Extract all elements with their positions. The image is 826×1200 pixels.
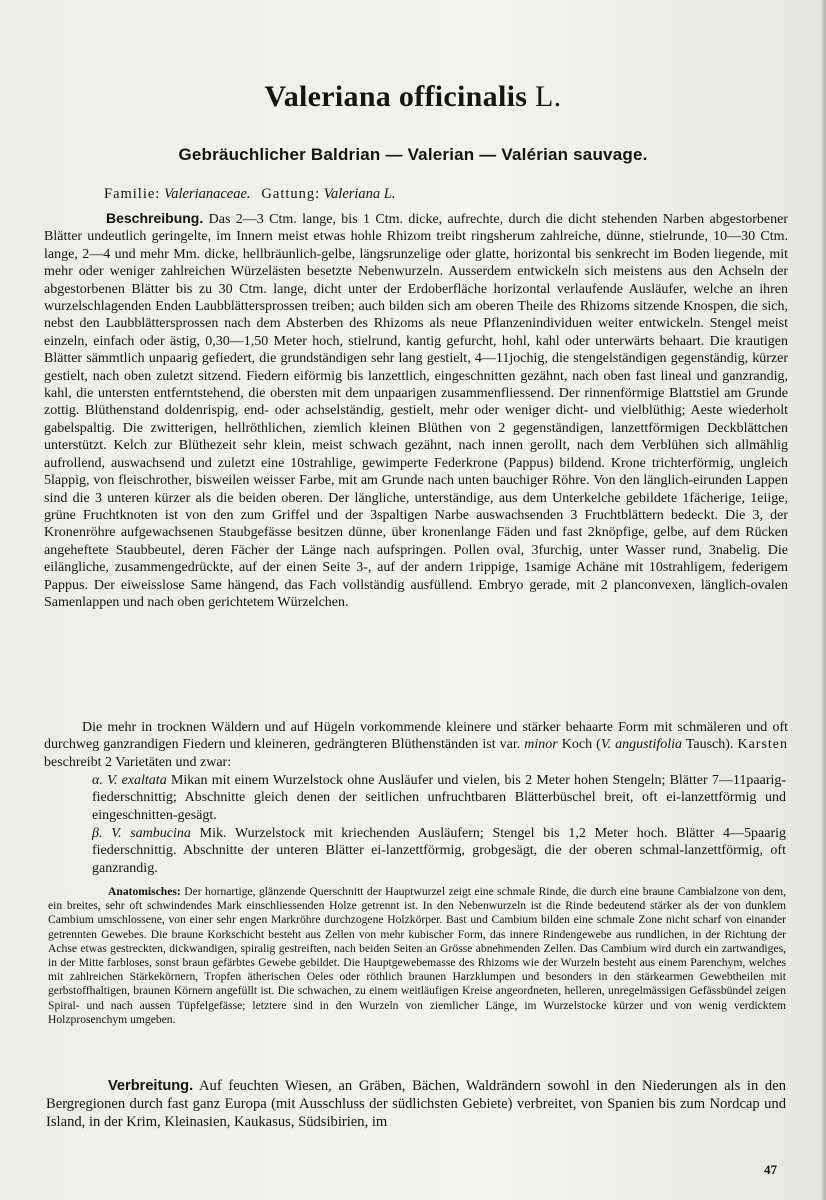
karsten-name: Karsten [737,737,789,753]
title-species: Valeriana officinalis [264,80,528,113]
page-edge-shadow [820,0,826,1200]
description-paragraph [44,210,788,611]
varieties-intro-b: Koch ( [561,737,601,753]
anatomy-paragraph [48,885,786,1027]
gattung-value: Valeriana L. [323,186,396,202]
familie-label: Familie: [104,186,161,202]
variety-alpha-text: Mikan mit einem Wurzelstock ohne Ausläufer und vielen, bis 2 Meter hohen Stengeln; Blätter 7—11paarig-fiederschnittig; Abschnitte gleich denen der seitlichen unfruchtbaren Blätterbüschel breit, oft ei-lanzettförmig und eingeschnitten-gesägt. [92,773,787,823]
variety-alpha-name: V. exaltata [107,773,167,788]
description-text: Das 2—3 Ctm. lange, bis 1 Ctm. dicke, aufrechte, durch die dicht stehenden Narben abgestorbener Blätter undeutlich geringelte, im Innern meist etwas hohle Rhizom treibt ringsherum zahlreiche, dünne, stielrunde, 10—30 Ctm. lange, 2—4 und mehr Mm. dicke, hellbräunlich-gelbe, längsrunzelige oder glatte, horizontal bis senkrecht im Boden liegende, mit mehr oder weniger zahlreichen Würzelästen besetzte Nebenwurzeln. Ausserdem entwickeln sich meistens aus den Achseln der abgestorbenen Blätter bis zu 30 Ctm. lange, dicht unter der Erdoberfläche horizontal verlaufende Ausläufer, welche an ihren wurzelschlagenden Enden Laubblättersprossen treiben; auch bilden sich am oberen Theile des Rhizoms sitzende Knospen, die sich, nebst den Laubblättersprossen nach dem Absterben des Rhizoms als neue Pflanzenindividuen weiter entwickeln. Stengel meist einzeln, einfach oder ästig, 0,30—1,50 Meter hoch, stielrund, kantig gefurcht, hohl, kahl oder unterwärts behaart. Die krautigen Blätter sämmtlich unpaarig gefiedert, die grundständigen sehr lang gestielt, 4—11jochig, die stengelständigen gegenständig, kürzer gestielt, nach oben zuletzt sitzend. Fiedern eiförmig bis lanzettlich, eingeschnitten gezähnt, nach oben fast lineal und ganzrandig, kahl, die untersten entferntstehend, die obersten mit dem unpaarigen zusammenfliessend. Der rinnenförmige Blattstiel am Grunde zottig. Blüthenstand doldenrispig, end- oder achselständig, gestielt, mehr oder weniger dicht- und vielblüthig; Aeste wiederholt gabelspaltig. Die zwitterigen, hellröthlichen, ziemlich kleinen Blüthen von 2 gegenständigen, lanzettförmigen Deckblättchen unterstützt. Kelch zur Blüthezeit sehr klein, meist schwach gezähnt, nach innen gerollt, nach dem Verblühen sich allmählig aufrollend, auswachsend und zuletzt eine 10strahlige, gewimperte Federkrone (Pappus) bildend. Krone trichterförmig, ungleich 5lappig, von fleischrother, bisweilen weisser Farbe, mit am Grunde nach unten bauchiger Röhre. Von den länglich-eirunden Lappen sind die 3 unteren kürzer als die beiden oberen. Der längliche, unterständige, aus dem Unterkelche gebildete 1fächerige, 1eiige, grüne Fruchtknoten ist von den zum Griffel und der 3spaltigen Narbe auswachsenden 3 Fruchtblättern bedeckt. Die 3, der Kronenröhre aufgewachsenen Staubgefässe besitzen dünne, über kronenlange Fäden und fast 2knöpfige, gelbe, auf dem Rücken angeheftete Staubbeutel, deren Fächer der Länge nach aufspringen. Pollen oval, 3furchig, unter Wasser rund, 3nabelig. Die eilängliche, zusammengedrückte, auf der einen Seite 3-, auf der andern 1rippige, 1samige Achäne mit 10strahligem, federigem Pappus. Der eiweisslose Same hängend, das Fach vollständig ausfüllend. Embryo gerade, mit 2 planconvexen, länglich-ovalen Samenlappen und nach oben gerichtetem Würzelchen. [44,212,789,610]
anatomy-label: Anatomisches: [108,885,181,898]
variety-beta-marker: β. [92,826,103,841]
gattung-label: Gattung: [261,186,321,202]
variety-minor: minor [524,737,558,753]
common-names: Gebräuchlicher Baldrian — Valerian — Valérian sauvage. [178,145,648,164]
varieties-intro-d: beschreibt 2 Varietäten und zwar: [44,754,232,770]
description-label: Beschreibung. [106,210,204,226]
familie-value: Valerianaceae. [163,186,251,202]
variety-beta [92,825,786,877]
page-title [0,80,826,114]
varieties-intro-a: Die mehr in trocknen Wäldern und auf Hügeln vorkommende kleinere und stärker behaarte Form mit schmäleren und oft durchweg ganzrandigen Fiedern und kleineren, gedrängteren Blüthenständen ist var. [44,720,788,753]
variety-alpha [92,772,786,824]
distribution-paragraph [46,1077,786,1131]
title-author: L. [535,80,562,113]
classification-line [104,186,396,203]
page-number: 47 [764,1162,777,1177]
variety-alpha-marker: α. [92,773,103,788]
distribution-text: Auf feuchten Wiesen, an Gräben, Bächen, Waldrändern sowohl in den Niederungen als in den Bergregionen durch fast ganz Europa (mit Ausschluss der südlichsten Gebiete) verbreitet, von Spanien bis zum Nordcap und Island, in der Krim, Kleinasien, Kaukasus, Südsibirien, im [46,1078,786,1130]
distribution-label: Verbreitung. [108,1078,194,1094]
anatomy-text: Der hornartige, glänzende Querschnitt der Hauptwurzel zeigt eine schmale Rinde, die durch eine braune Cambialzone von dem, ein breites, sehr oft schwindendes Mark einschliessenden Holze getrennt ist. In den Nebenwurzeln ist die Rinde bedeutend stärker als der von dunklem Cambium umschlossene, von einer sehr engen Markröhre durchzogene Holzkörper. Bast und Cambium bilden eine schmale Zone nicht scharf von einander getrennten Gewebes. Die braune Korkschicht besteht aus Zellen von mehr kubischer Form, das innere Rindengewebe aus rundlichen, in der Richtung der Achse etwas gestreckten, dickwandigen, spiralig gestreiften, nach beiden Seiten an Grösse abnehmenden Zellen. Das Cambium wird durch ein zartwandiges, in der Mitte farbloses, sonst braun gefärbtes Gewebe gebildet. Die Hauptgewebemasse des Rhizoms wie der Wurzeln besteht aus einem Parenchym, welches mit zahlreichen Stärkekörnern, Tropfen ätherischen Oeles oder röthlich braunen Harzklumpen und besonders in den stärkearmen Gewebtheilen mit gerbstoffhaltigen, braunen Körnern angefüllt ist. Die schwachen, zu einem weitläufigen Kreise angeordneten, helleren, unregelmässigen Gefässbündel zeigen Spiral- und nach aussen Tüpfelgefässe; letztere sind in den Wurzeln von ziemlicher Länge, im Wurzelstocke kürzer und von wenig verdicktem Holzprosenchym umgeben. [48,885,786,1026]
varieties-intro-c: Tausch). [685,737,734,753]
variety-beta-name: V. sambucina [111,826,191,841]
varieties-intro [44,719,788,771]
variety-beta-text: Mik. Wurzelstock mit kriechenden Ausläufern; Stengel bis 1,2 Meter hoch. Blätter 4—5paarig fiederschnittig. Abschnitte der unteren Blätter ei-lanzettförmig, grobgesägt, die der oberen schmal-lanzettförmig, oft ganzrandig. [92,826,787,876]
variety-synonym: V. angustifolia [600,737,683,753]
